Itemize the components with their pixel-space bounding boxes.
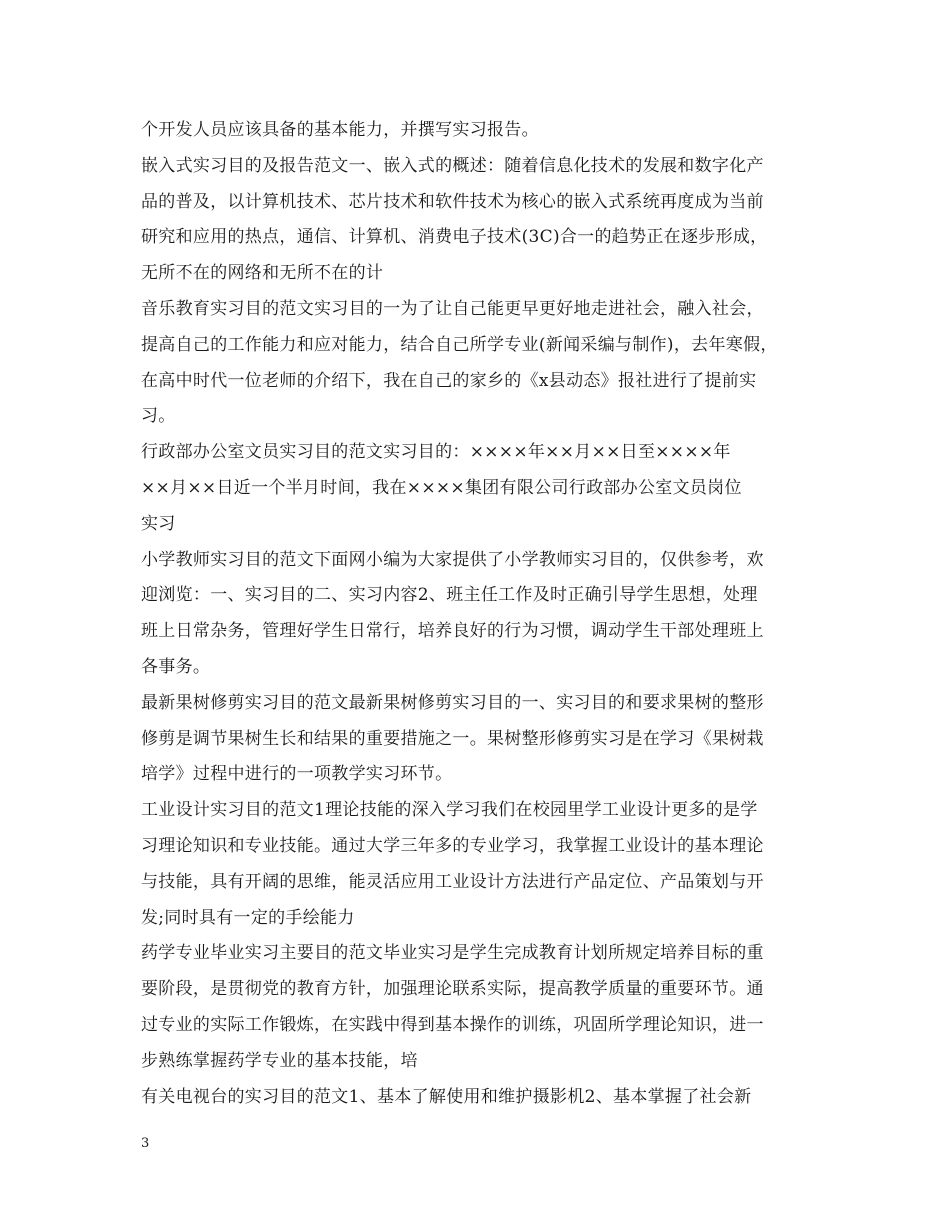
text-line: 最新果树修剪实习目的范文最新果树修剪实习目的一、实习目的和要求果树的整形	[141, 692, 764, 713]
text-line: 行政部办公室文员实习目的范文实习目的：××××年××月××日至××××年	[141, 442, 731, 463]
text-line: 迎浏览：一、实习目的二、实习内容2、班主任工作及时正确引导学生思想，处理	[141, 585, 758, 606]
text-line: 习理论知识和专业技能。通过大学三年多的专业学习，我掌握工业设计的基本理论	[141, 835, 764, 856]
text-line: 音乐教育实习目的范文实习目的一为了让自己能更早更好地走进社会，融入社会，	[141, 298, 764, 319]
text-line: 班上日常杂务，管理好学生日常行，培养良好的行为习惯，调动学生干部处理班上	[141, 621, 764, 642]
text-line: 发;同时具有一定的手绘能力	[141, 907, 355, 928]
text-line: 嵌入式实习目的及报告范文一、嵌入式的概述：随着信息化技术的发展和数字化产	[141, 155, 764, 176]
text-line: 工业设计实习目的范文1理论技能的深入学习我们在校园里学工业设计更多的是学	[141, 800, 758, 821]
page-number: 3	[141, 1136, 150, 1151]
text-line: 习。	[141, 406, 176, 427]
text-line: 修剪是调节果树生长和结果的重要措施之一。果树整形修剪实习是在学习《果树栽	[141, 728, 764, 749]
text-line: 要阶段，是贯彻党的教育方针，加强理论联系实际，提高教学质量的重要环节。通	[141, 979, 764, 1000]
text-line: 过专业的实际工作锻炼，在实践中得到基本操作的训练，巩固所学理论知识，进一	[141, 1014, 764, 1035]
text-line: 小学教师实习目的范文下面网小编为大家提供了小学教师实习目的，仅供参考，欢	[141, 549, 764, 570]
text-line: ××月××日近一个半月时间，我在××××集团有限公司行政部办公室文员岗位	[141, 477, 742, 498]
text-line: 培学》过程中进行的一项教学实习环节。	[141, 764, 453, 785]
text-line: 提高自己的工作能力和应对能力，结合自己所学专业(新闻采编与制作)，去年寒假，	[141, 334, 778, 355]
text-line: 在高中时代一位老师的介绍下，我在自己的家乡的《x县动态》报社进行了提前实	[141, 370, 757, 391]
text-line: 个开发人员应该具备的基本能力，并撰写实习报告。	[141, 120, 539, 140]
text-line: 品的普及，以计算机技术、芯片技术和软件技术为核心的嵌入式系统再度成为当前	[141, 191, 764, 212]
text-line: 研究和应用的热点，通信、计算机、消费电子技术(3C)合一的趋势正在逐步形成，	[141, 227, 768, 248]
text-line: 各事务。	[141, 656, 211, 677]
text-line: 实习	[141, 513, 176, 534]
text-line: 无所不在的网络和无所不在的计	[141, 263, 384, 284]
text-line: 与技能，具有开阔的思维，能灵活应用工业设计方法进行产品定位、产品策划与开	[141, 871, 764, 892]
text-line: 药学专业毕业实习主要目的范文毕业实习是学生完成教育计划所规定培养目标的重	[141, 943, 764, 964]
text-line: 有关电视台的实习目的范文1、基本了解使用和维护摄影机2、基本掌握了社会新	[141, 1086, 752, 1107]
document-body	[141, 113, 823, 1115]
text-line: 步熟练掌握药学专业的基本技能，培	[141, 1050, 418, 1071]
